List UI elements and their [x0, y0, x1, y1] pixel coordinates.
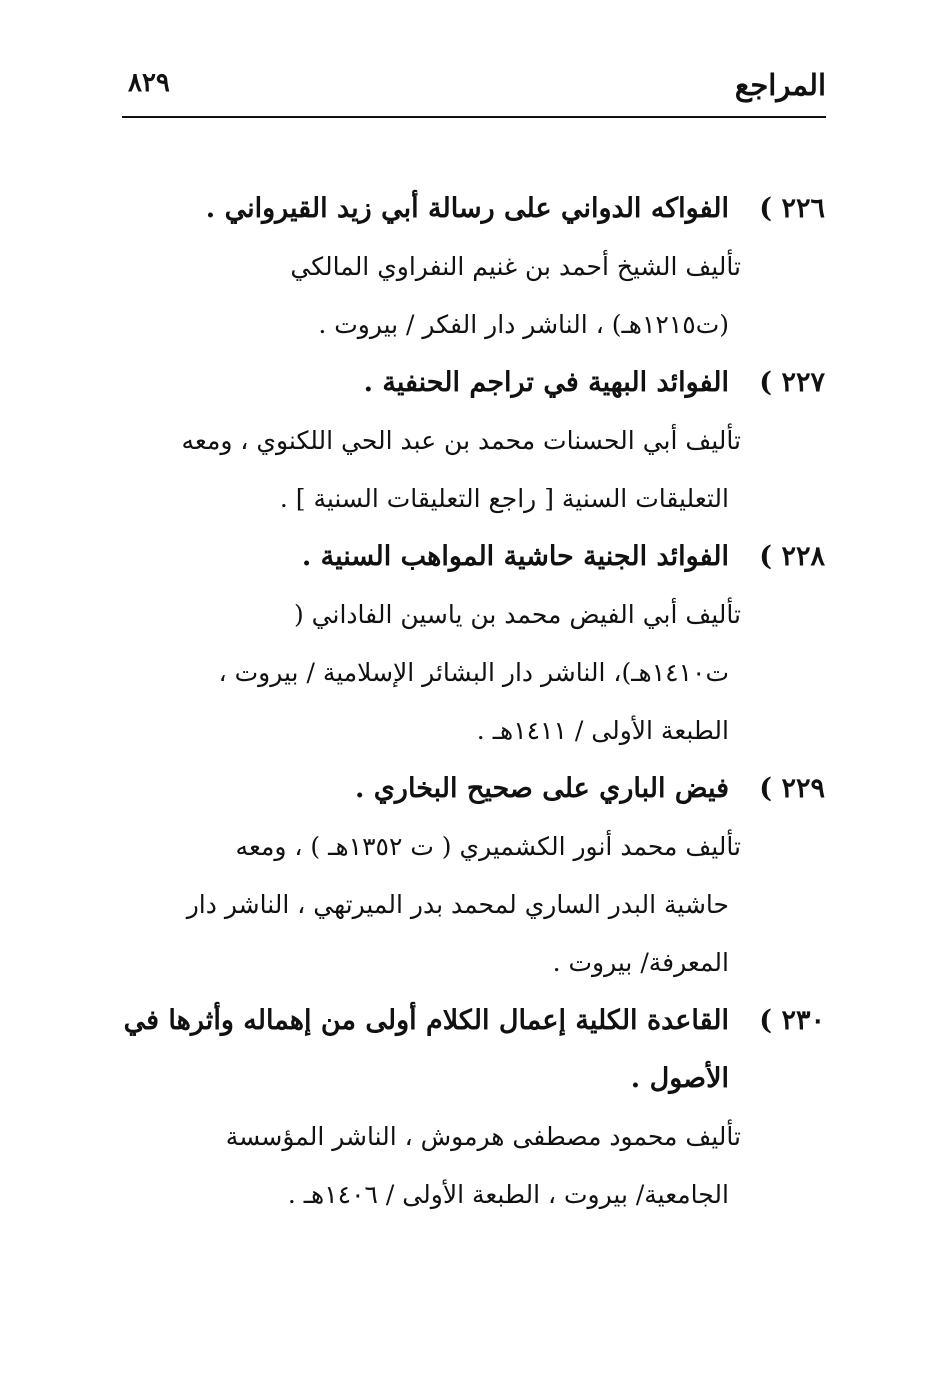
entry-body-line: تأليف أبي الحسنات محمد بن عبد الحي اللكنوي ، ومعه [181, 426, 741, 455]
entry-title: الفوائد الجنية حاشية المواهب السنية . [301, 541, 729, 572]
reference-entry [115, 760, 825, 992]
entry-title-row [115, 760, 825, 818]
entry-body-line: تأليف محمد أنور الكشميري ( ت ١٣٥٢هـ ) ، ومعه [235, 832, 741, 861]
reference-list [115, 180, 825, 1224]
entry-title-row [115, 180, 825, 238]
entry-title: الفواكه الدواني على رسالة أبي زيد القيرواني . [205, 193, 729, 224]
entry-number: ٢٢٦ ) [759, 193, 825, 224]
reference-entry [115, 354, 825, 528]
entry-title-row [115, 992, 825, 1050]
entry-title-row [115, 528, 825, 586]
running-title: المراجع [734, 68, 826, 102]
page-number: ٨٢٩ [128, 68, 170, 98]
entry-body-line: التعليقات السنية [ راجع التعليقات السنية ] . [279, 484, 729, 513]
entry-number: ٢٢٩ ) [759, 773, 825, 804]
entry-title: الفوائد البهية في تراجم الحنفية . [363, 367, 729, 398]
entry-body-line: المعرفة/ بيروت . [552, 948, 729, 977]
entry-body-line: تأليف محمود مصطفى هرموش ، الناشر المؤسسة [225, 1122, 741, 1151]
entry-body-line: ت١٤١٠هـ)، الناشر دار البشائر الإسلامية / بيروت ، [218, 658, 729, 687]
reference-entry [115, 180, 825, 354]
entry-number: ٢٢٧ ) [759, 367, 825, 398]
running-header [122, 66, 826, 118]
entry-number: ٢٢٨ ) [759, 541, 825, 572]
entry-body-line: الجامعية/ بيروت ، الطبعة الأولى / ١٤٠٦هـ . [287, 1180, 729, 1209]
entry-body-line: الطبعة الأولى / ١٤١١هـ . [476, 716, 729, 745]
reference-entry [115, 528, 825, 760]
reference-entry [115, 992, 825, 1224]
entry-body-line: حاشية البدر الساري لمحمد بدر الميرتهي ، الناشر دار [186, 890, 729, 919]
entry-title-row [115, 354, 825, 412]
entry-title: القاعدة الكلية إعمال الكلام أولى من إهماله وأثرها في [123, 1005, 729, 1036]
entry-body-line: تأليف الشيخ أحمد بن غنيم النفراوي المالكي [290, 252, 741, 281]
entry-body-line: تأليف أبي الفيض محمد بن ياسين الفاداني ( [293, 600, 741, 629]
entry-body-line: (ت١٢١٥هـ) ، الناشر دار الفكر / بيروت . [318, 310, 729, 339]
entry-title-continuation: الأصول . [630, 1063, 729, 1094]
entry-number: ٢٣٠ ) [759, 1005, 825, 1036]
entry-title: فيض الباري على صحيح البخاري . [355, 773, 729, 804]
